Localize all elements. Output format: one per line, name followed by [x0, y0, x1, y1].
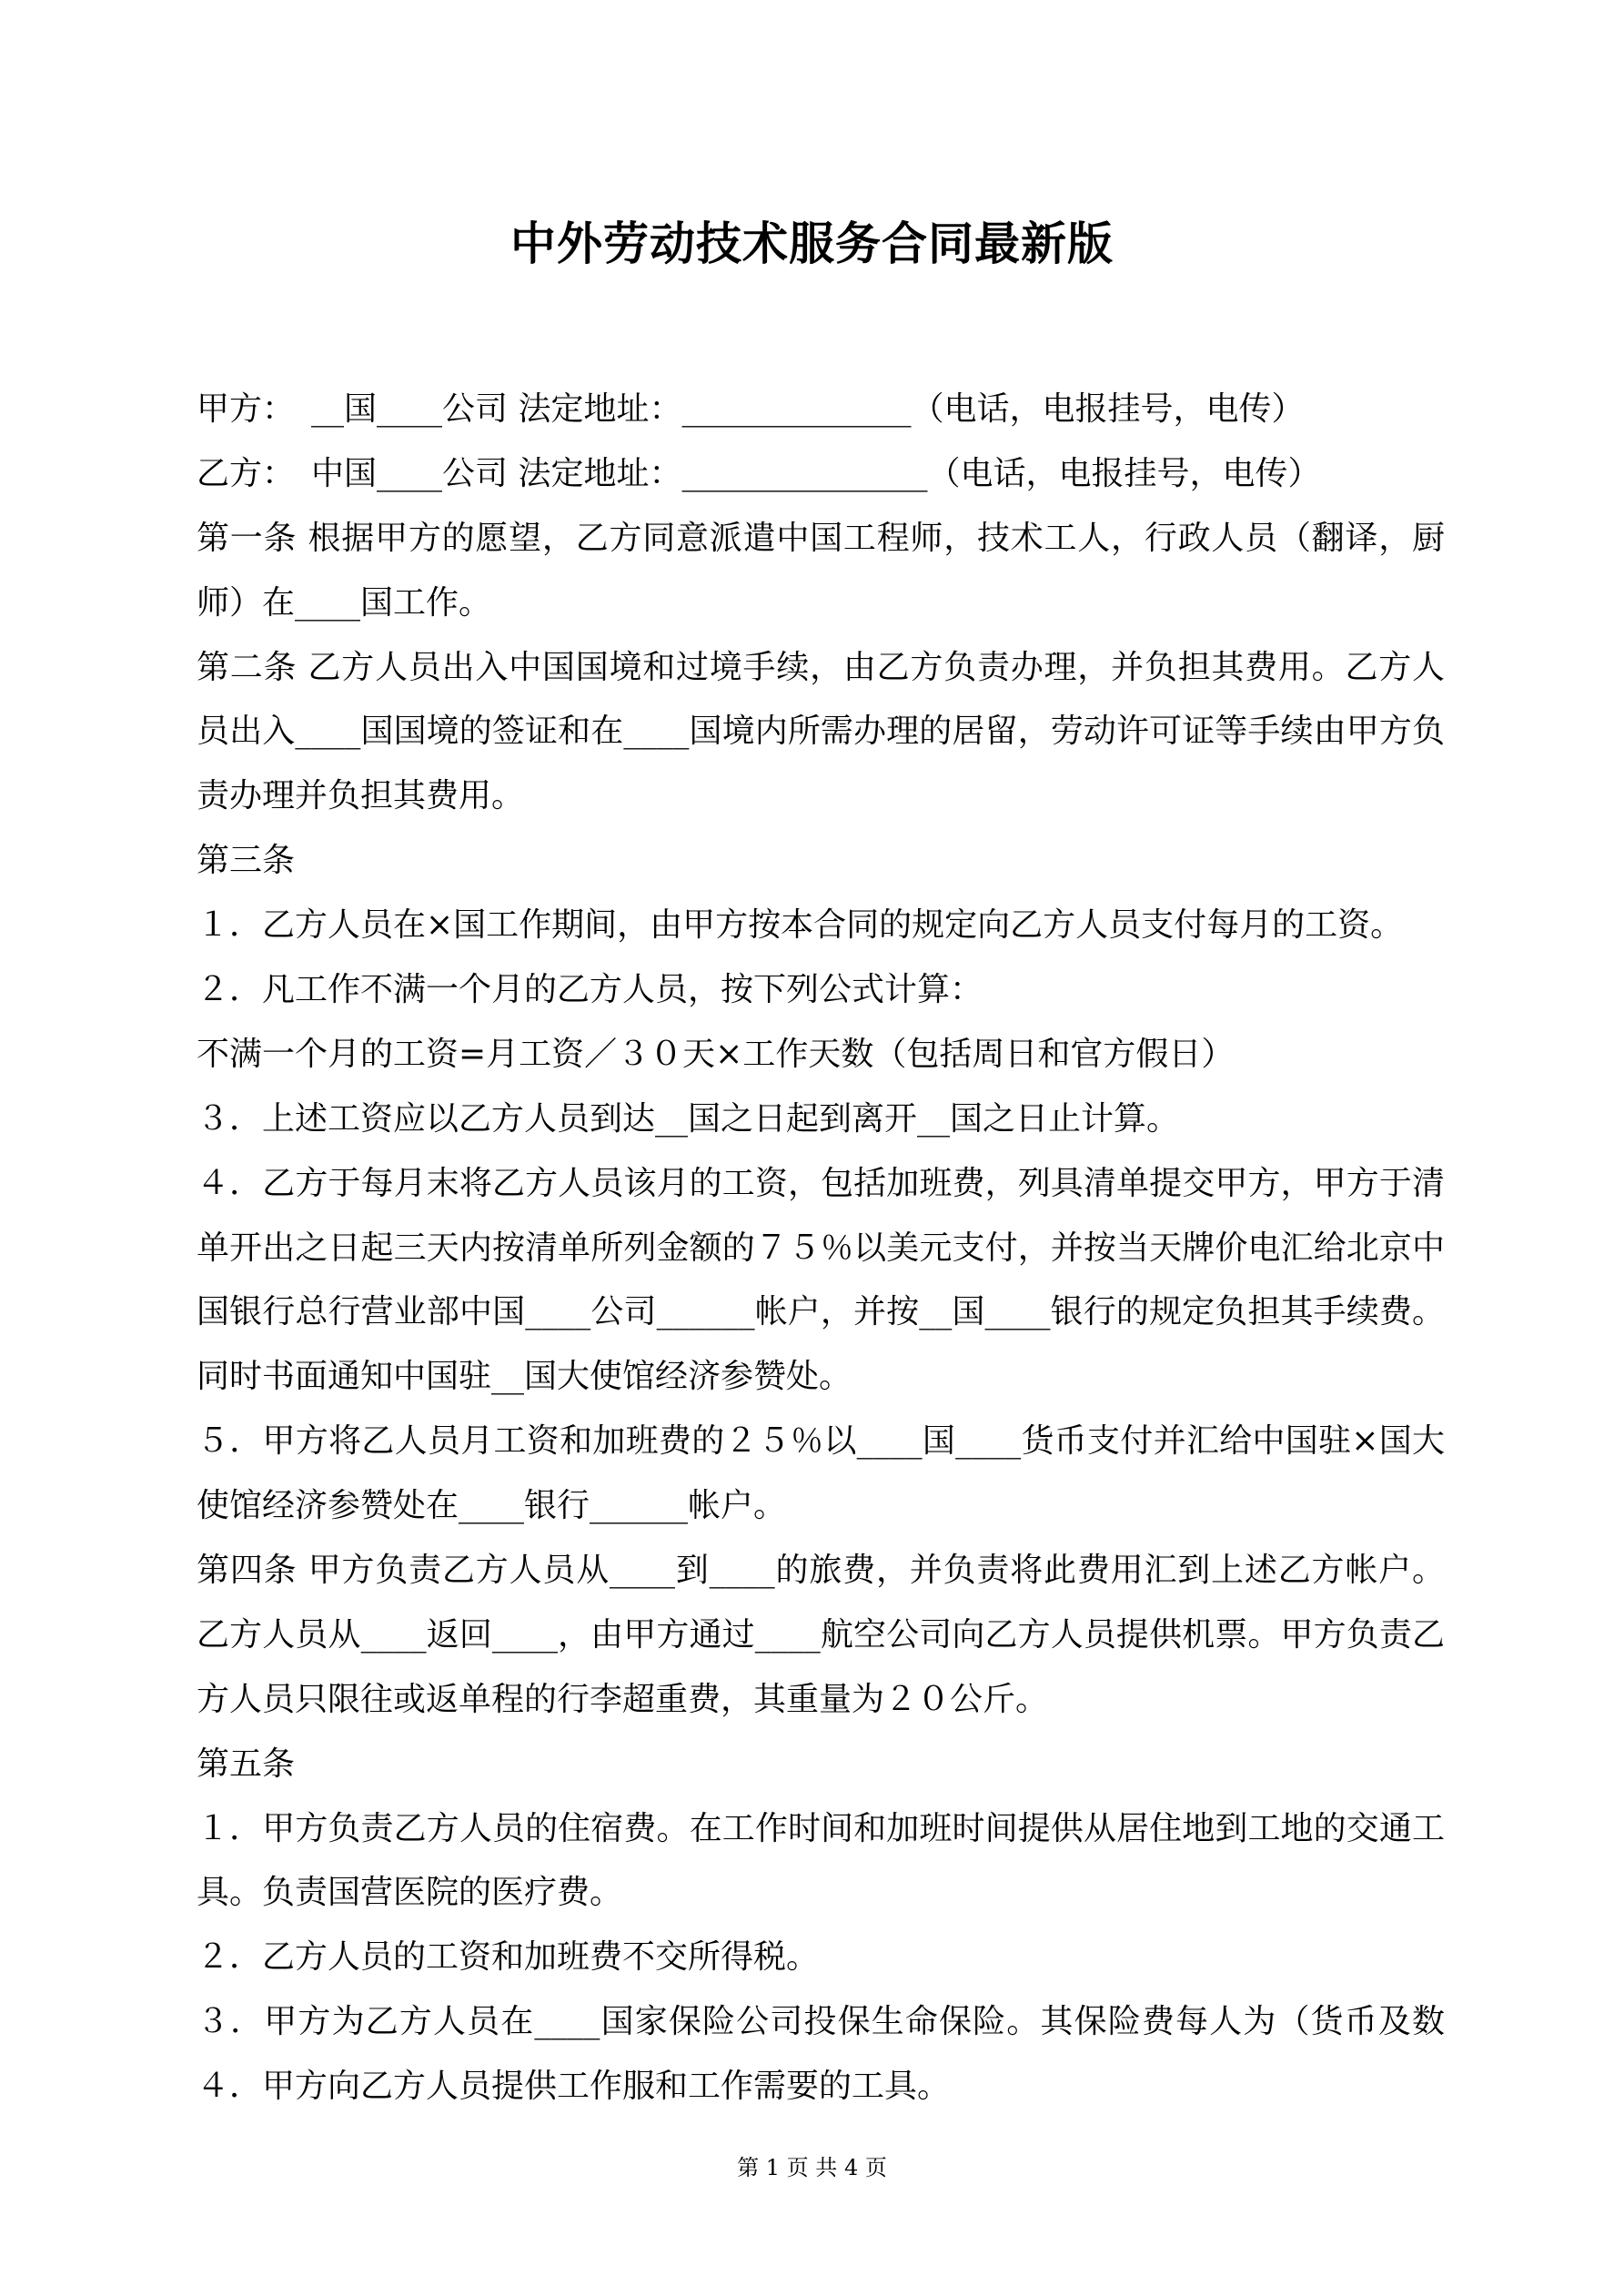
text-line: ２．乙方人员的工资和加班费不交所得税。 — [197, 1938, 820, 1977]
text-line: ４．乙方于每月末将乙方人员该月的工资，包括加班费，列具清单提交甲方，甲方于清 — [197, 1164, 1445, 1202]
text-line: 方人员只限往或返单程的行李超重费，其重量为２０公斤。 — [197, 1680, 1049, 1718]
text-line: １．乙方人员在×国工作期间，由甲方按本合同的规定向乙方人员支付每月的工资。 — [197, 906, 1404, 945]
text-line: 第三条 — [197, 842, 296, 880]
text-line: 不满一个月的工资=月工资／３０天×工作天数（包括周日和官方假日） — [197, 1035, 1235, 1073]
text-line: 师）在____国工作。 — [197, 583, 492, 622]
text-line: 甲方： __国____公司 法定地址：______________（电话，电报挂号，电传） — [197, 390, 1305, 428]
text-line: 第一条 根据甲方的愿望，乙方同意派遣中国工程师，技术工人，行政人员（翻译，厨 — [197, 519, 1445, 557]
text-line: ３．上述工资应以乙方人员到达__国之日起到离开__国之日止计算。 — [197, 1099, 1180, 1138]
text-line: 乙方人员从____返回____，由甲方通过____航空公司向乙方人员提供机票。甲方负责乙 — [197, 1615, 1445, 1654]
text-line: 同时书面通知中国驻__国大使馆经济参赞处。 — [197, 1358, 852, 1396]
text-line: ４．甲方向乙方人员提供工作服和工作需要的工具。 — [197, 2068, 951, 2106]
text-line: 使馆经济参赞处在____银行______帐户。 — [197, 1487, 787, 1525]
text-line: 员出入____国国境的签证和在____国境内所需办理的居留，劳动许可证等手续由甲方负 — [197, 713, 1445, 751]
text-line: 乙方： 中国____公司 法定地址：_______________（电话，电报挂号，电传） — [197, 454, 1321, 492]
text-line: 第五条 — [197, 1745, 296, 1783]
page-footer: 第 1 页 共 4 页 — [737, 2155, 887, 2180]
text-line: 单开出之日起三天内按清单所列金额的７５％以美元支付，并按当天牌价电汇给北京中 — [197, 1229, 1445, 1267]
document-title: 中外劳动技术服务合同最新版 — [510, 217, 1114, 270]
text-line: ３．甲方为乙方人员在____国家保险公司投保生命保险。其保险费每人为（货币及数 — [197, 2003, 1445, 2041]
text-line: 具。负责国营医院的医疗费。 — [197, 1874, 623, 1912]
text-line: 责办理并负担其费用。 — [197, 777, 525, 815]
text-line: 国银行总行营业部中国____公司______帐户，并按__国____银行的规定负担其手续费。 — [197, 1293, 1445, 1331]
text-line: 第二条 乙方人员出入中国国境和过境手续，由乙方负责办理，并负担其费用。乙方人 — [197, 648, 1445, 686]
text-line: ５．甲方将乙人员月工资和加班费的２５％以____国____货币支付并汇给中国驻×国大 — [197, 1422, 1445, 1461]
text-line: １．甲方负责乙方人员的住宿费。在工作时间和加班时间提供从居住地到工地的交通工 — [197, 1809, 1445, 1847]
document-body — [197, 378, 1445, 2119]
text-line: ２．凡工作不满一个月的乙方人员，按下列公式计算： — [197, 971, 983, 1009]
text-line: 第四条 甲方负责乙方人员从____到____的旅费，并负责将此费用汇到上述乙方帐户。 — [197, 1552, 1445, 1590]
